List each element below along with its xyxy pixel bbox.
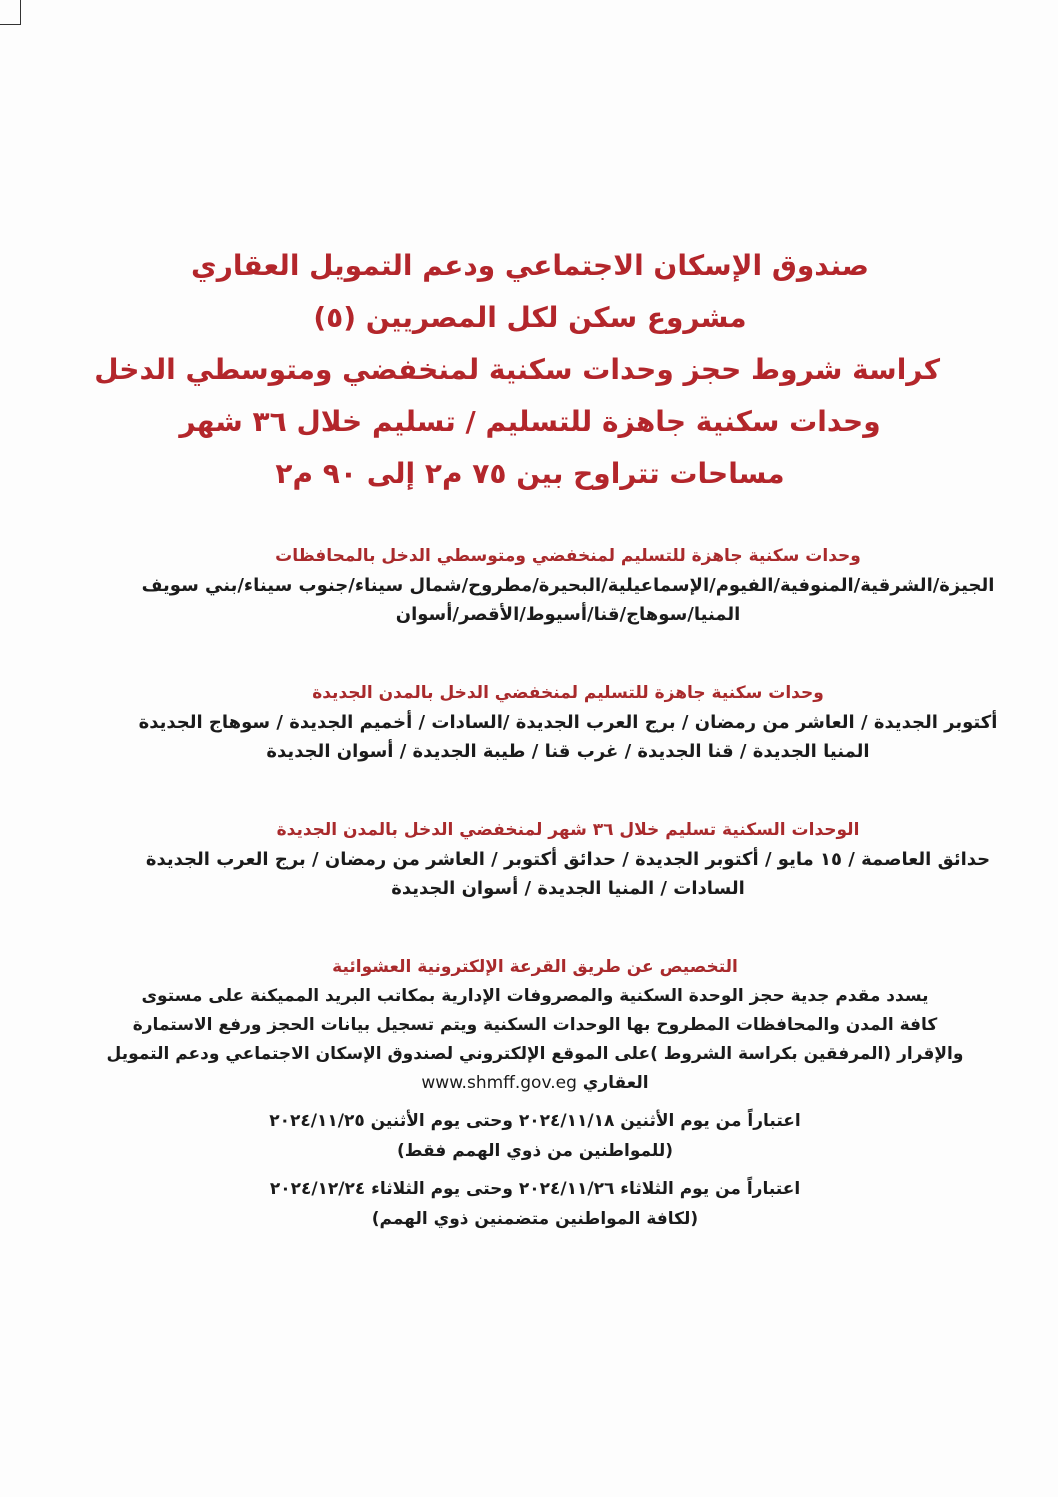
booking-dates [100, 1106, 970, 1234]
section-new-cities-ready [108, 678, 1028, 766]
allocation-paragraph-line: والإقرار (المرفقين بكراسة الشروط )على الموقع الإلكتروني لصندوق الإسكان الاجتماعي ودعم التمويل [106, 1044, 964, 1064]
header-area-range: مساحات تتراوح بين ٧٥ م٢ إلى ٩٠ م٢ [275, 457, 785, 490]
section-allocation [100, 952, 970, 1234]
allocation-paragraph-line: يسدد مقدم جدية حجز الوحدة السكنية والمصروفات الإدارية بمكاتب البريد المميكنة على مستوى [141, 986, 929, 1006]
section-line: حدائق العاصمة / ١٥ مايو / أكتوبر الجديدة / حدائق أكتوبر / العاشر من رمضان / برج العرب الجديدة [145, 849, 991, 870]
section-line: أكتوبر الجديدة / العاشر من رمضان / برج العرب الجديدة /السادات / أخميم الجديدة / سوهاج الجديدة [138, 712, 998, 733]
date-range-all-citizens: اعتباراً من يوم الثلاثاء ٢٠٢٤/١١/٢٦ وحتى يوم الثلاثاء ٢٠٢٤/١٢/٢٤ [269, 1179, 801, 1199]
section-line: المنيا/سوهاج/قنا/أسيوط/الأقصر/أسوان [395, 604, 741, 625]
document-header [94, 240, 940, 500]
section-line: الجيزة/الشرقية/المنوفية/الفيوم/الإسماعيلية/البحيرة/مطروح/شمال سيناء/جنوب سيناء/بني سويف [141, 575, 995, 596]
section-line: المنيا الجديدة / قنا الجديدة / غرب قنا / طيبة الجديدة / أسوان الجديدة [266, 741, 870, 762]
section-title: الوحدات السكنية تسليم خلال ٣٦ شهر لمنخفضي الدخل بالمدن الجديدة [276, 820, 860, 840]
website-link[interactable]: www.shmff.gov.eg [421, 1073, 577, 1093]
date-range-special-needs: اعتباراً من يوم الأثنين ٢٠٢٤/١١/١٨ وحتى يوم الأثنين ٢٠٢٤/١١/٢٥ [269, 1111, 801, 1131]
scan-corner-mark [0, 0, 21, 25]
section-governorates [108, 541, 1028, 629]
header-project-name: مشروع سكن لكل المصريين (٥) [313, 301, 747, 334]
header-booklet-title: كراسة شروط حجز وحدات سكنية لمنخفضي ومتوسطي الدخل [94, 353, 940, 386]
allocation-paragraph-line [100, 1069, 970, 1098]
allocation-title: التخصيص عن طريق القرعة الإلكترونية العشوائية [332, 957, 738, 977]
allocation-paragraph-line: كافة المدن والمحافظات المطروح بها الوحدات السكنية ويتم تسجيل بيانات الحجز ورفع الاستمارة [132, 1015, 938, 1035]
header-delivery-info: وحدات سكنية جاهزة للتسليم / تسليم خلال ٣٦ شهر [179, 405, 881, 438]
section-line: السادات / المنيا الجديدة / أسوان الجديدة [391, 878, 745, 899]
section-title: وحدات سكنية جاهزة للتسليم لمنخفضي ومتوسطي الدخل بالمحافظات [275, 546, 861, 566]
date-note-all-citizens: (لكافة المواطنين متضمنين ذوي الهمم) [371, 1209, 699, 1229]
allocation-word: العقاري [582, 1073, 649, 1093]
header-fund-name: صندوق الإسكان الاجتماعي ودعم التمويل العقاري [191, 249, 869, 282]
date-note-special-needs: (للمواطنين من ذوي الهمم فقط) [396, 1141, 674, 1161]
section-title: وحدات سكنية جاهزة للتسليم لمنخفضي الدخل بالمدن الجديدة [312, 683, 824, 703]
section-new-cities-36-months [108, 815, 1028, 903]
